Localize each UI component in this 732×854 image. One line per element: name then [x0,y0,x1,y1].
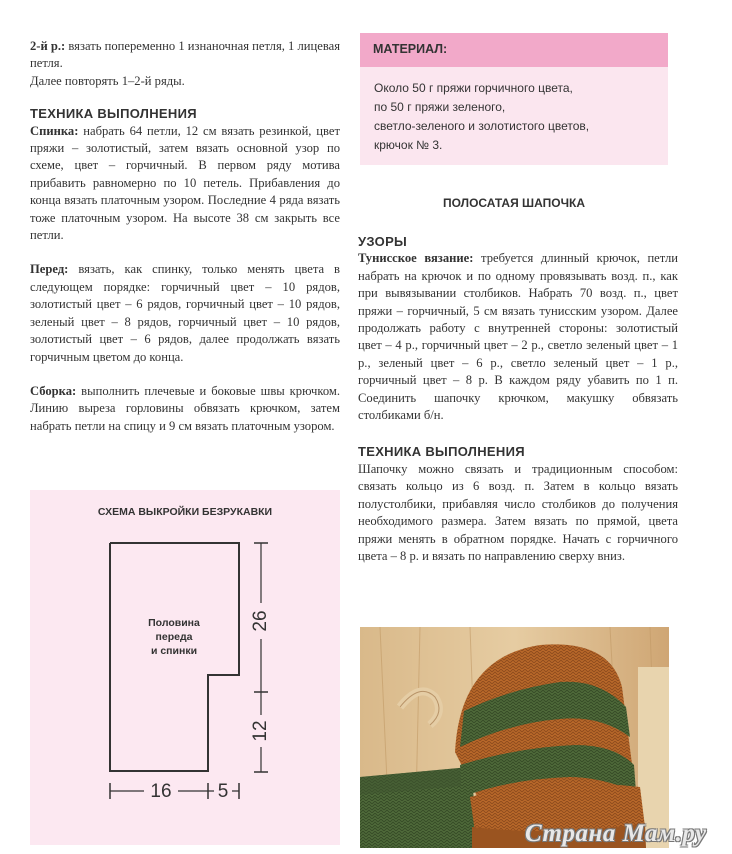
pattern-outline [110,543,239,771]
pattern-scheme [30,490,340,845]
material-line: Около 50 г пряжи горчичного цвета, [374,81,573,95]
front-paragraph: Перед: вязать, как спинку, только менять цвета в следующем порядке: горчичный цвет – 10 рядов, золотистый цвет – 6 рядов, горчичный цвет – 10 рядов, зеленый цвет – 8 рядов, горчичный цвет – 10 рядов, золотистый цвет – 6 рядов, далее продолжать вязать горчичным цветом до конца. [30,262,340,364]
dim-height-bottom-label: 12 [250,720,272,742]
hat-photo-drawing [360,627,669,848]
back-paragraph: Спинка: набрать 64 петли, 12 см вязать резинкой, цвет пряжи – золотистый, затем вязать основной узор по схеме, цвет – горчичный. В первом ряду мотива прибавить равномерно по 10 петель. Прибавления до конца вязать платочным узором. Последние 4 ряда вязать тоже платочным узором. На высоте 38 см закрыть все петли. [30,123,340,243]
technique-heading-left: ТЕХНИКА ВЫПОЛНЕНИЯ [30,106,197,122]
hat-photo [360,627,669,848]
technique-heading-right: ТЕХНИКА ВЫПОЛНЕНИЯ [358,444,525,460]
hat-title: ПОЛОСАТАЯ ШАПОЧКА [443,196,585,210]
tunisian-paragraph: Тунисское вязание: требуется длинный крючок, петли набрать на крючок и по одному провязывать возд. п., как при вывязывании столбиков. Набрать 70 возд. п., цвет пряжи – горчичный, 5 см вязать тунисским узором. Далее продолжать работу с внутренней стороны: золотистый цвет – 4 р., горчичный цвет – 2 р., светло зеленый цвет – 1 р., зеленый цвет – 6 р., светло зеленый цвет – 1 р., горчичный цвет – 8 р. В каждом ряду убавить по 1 п. Соединить шапочку крючком, макушку обвязать столбиками б/н. [358,251,678,423]
material-line: светло-зеленого и золотистого цветов, [374,119,590,133]
assembly-paragraph: Сборка: выполнить плечевые и боковые швы крючком. Линию выреза горловины обвязать крючком, затем набрать петли на спицу и 9 см вязать платочным узором. [30,383,340,433]
dim-width-left-label: 16 [150,781,172,803]
dim-height-top-label: 26 [250,610,272,632]
patterns-heading: УЗОРЫ [358,234,408,249]
piece-label-line: и спинки [150,645,198,657]
piece-label-line: переда [155,631,193,643]
repeat-line: Далее повторять 1–2-й ряды. [30,73,185,88]
material-header: МАТЕРИАЛ: [360,33,668,67]
piece-label-line: Половина [148,617,200,629]
technique-paragraph: Шапочку можно связать и традиционным способом: связать кольцо из 6 возд. п. Затем в кольцо вязать полустолбики, прибавляя число столбиков до получения необходимого размера. Затем вязать по прямой, цвета пряжи менять в обратном порядке. Начать с горчичного цвета – 8 р. и вязать по направлению сверху вниз. [358,461,678,563]
scheme-drawing [30,490,340,845]
scheme-title: СХЕМА ВЫКРОЙКИ БЕЗРУКАВКИ [97,506,273,518]
material-line: по 50 г пряжи зеленого, [374,100,506,114]
watermark: Страна Мам.ру [525,820,707,847]
material-body [360,67,668,165]
row2-paragraph: 2-й р.: вязать попеременно 1 изнаночная петля, 1 лицевая петля. [30,39,340,71]
right-column [358,233,678,565]
left-column [30,38,340,435]
material-line: крючок № 3. [374,138,443,152]
dim-width-right-label: 5 [217,781,229,803]
